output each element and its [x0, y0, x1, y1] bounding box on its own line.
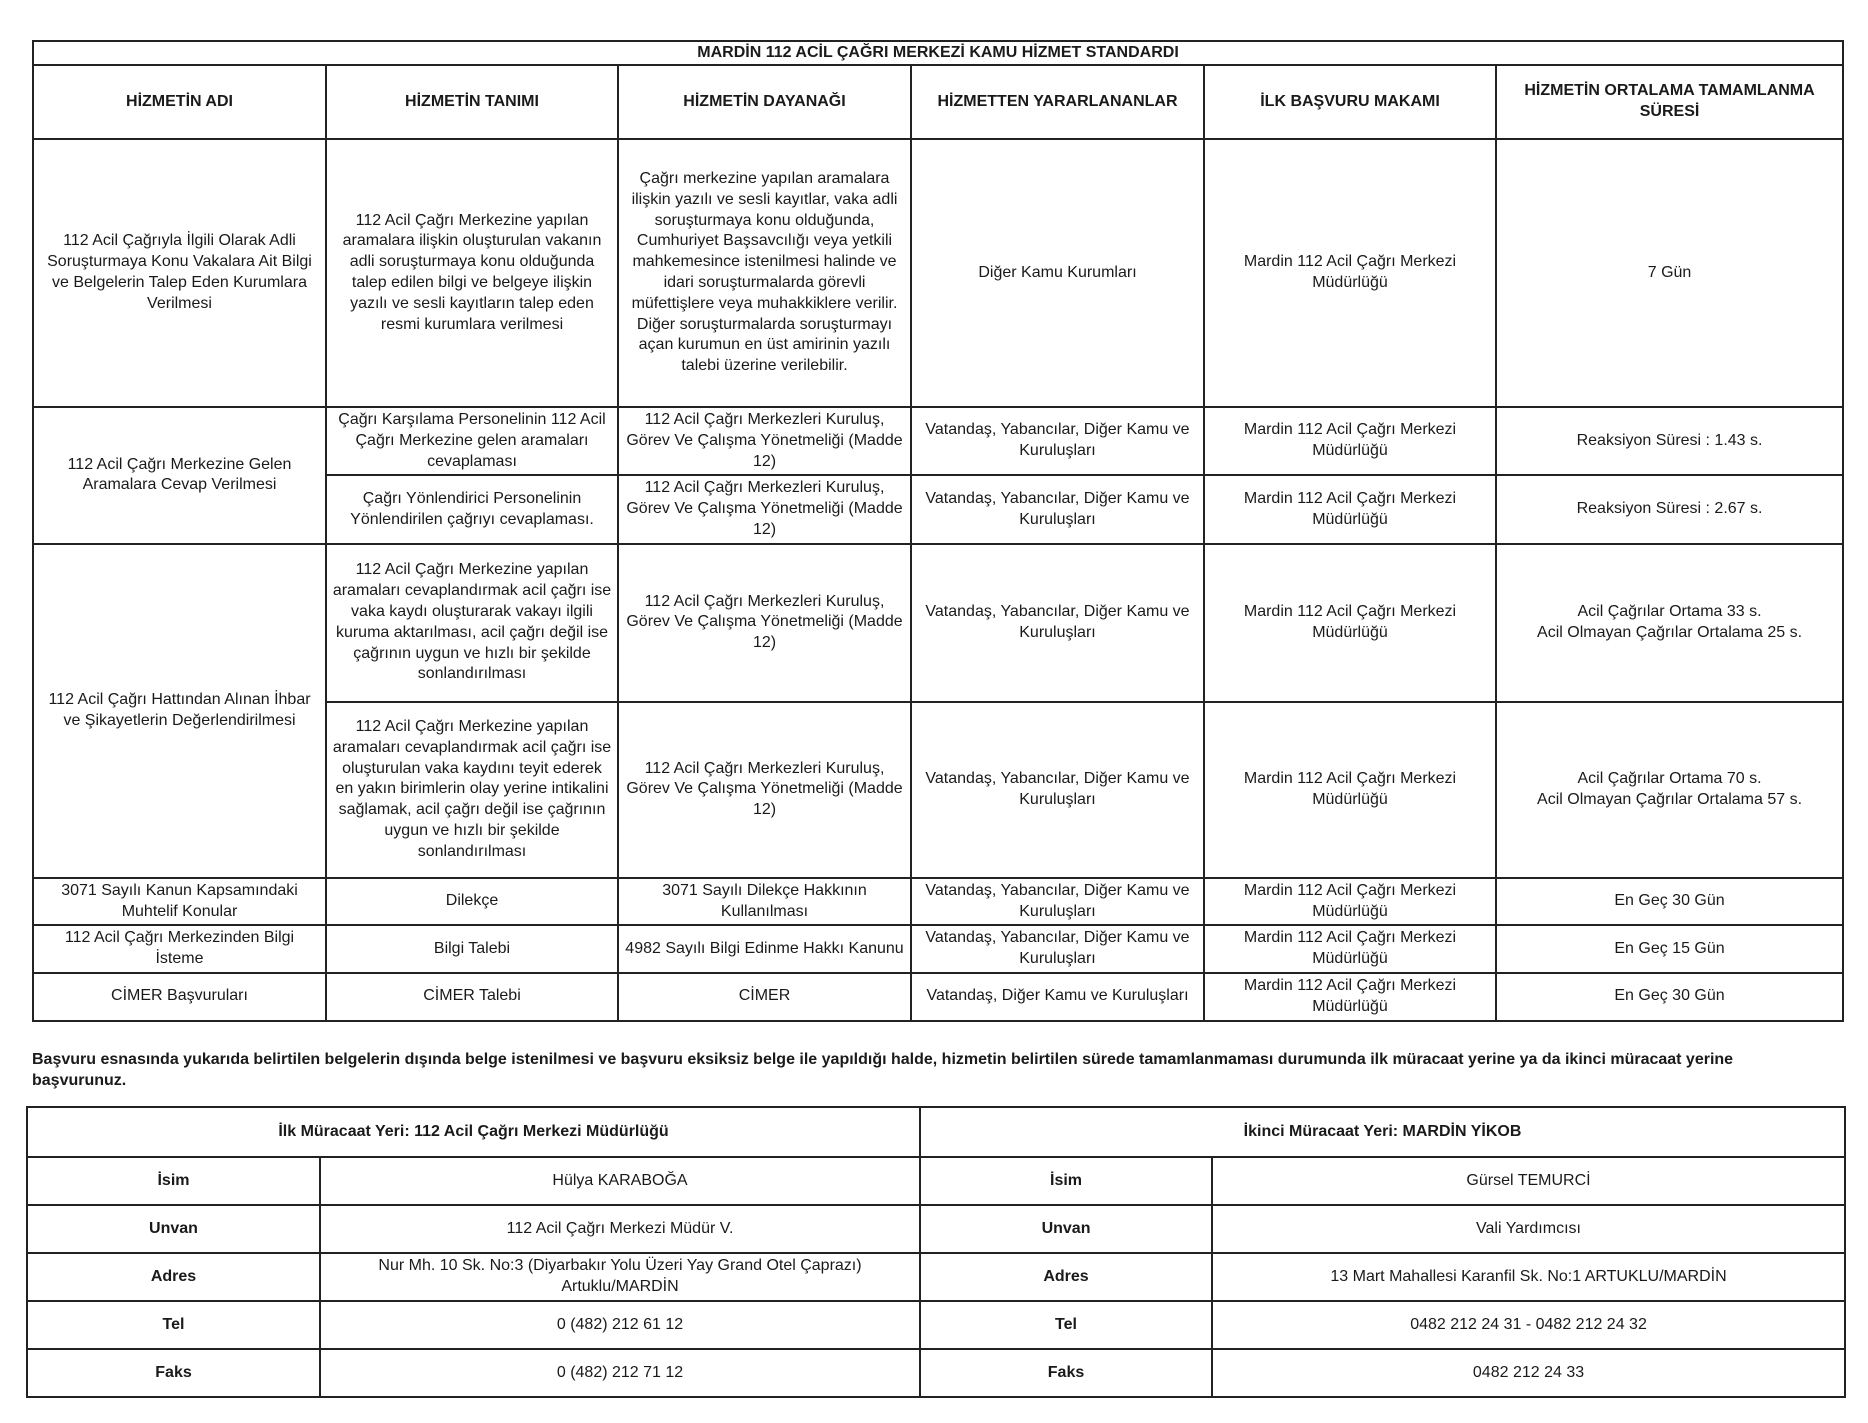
first-authority: Mardin 112 Acil Çağrı Merkezi Müdürlüğü — [1204, 702, 1496, 878]
second-contact-name: Gürsel TEMURCİ — [1212, 1157, 1845, 1205]
header-service-name: HİZMETİN ADI — [33, 65, 326, 139]
table-row — [33, 544, 1843, 702]
beneficiaries: Vatandaş, Yabancılar, Diğer Kamu ve Kuruluşları — [911, 475, 1204, 543]
second-contact-fax: 0482 212 24 33 — [1212, 1349, 1845, 1397]
first-contact-phone: 0 (482) 212 61 12 — [320, 1301, 920, 1349]
service-description: Çağrı Karşılama Personelinin 112 Acil Çağrı Merkezine gelen aramaları cevaplaması — [326, 407, 618, 475]
completion-time-non-emergency: Acil Olmayan Çağrılar Ortalama 25 s. — [1537, 623, 1803, 641]
table-row — [33, 407, 1843, 475]
service-name: 112 Acil Çağrı Merkezinden Bilgi İsteme — [33, 925, 326, 973]
first-contact-fax: 0 (482) 212 71 12 — [320, 1349, 920, 1397]
contact-row — [27, 1349, 1845, 1397]
beneficiaries: Diğer Kamu Kurumları — [911, 139, 1204, 407]
contact-row — [27, 1301, 1845, 1349]
service-description: Bilgi Talebi — [326, 925, 618, 973]
service-name: CİMER Başvuruları — [33, 973, 326, 1021]
table-row — [33, 973, 1843, 1021]
first-contact-title: 112 Acil Çağrı Merkezi Müdür V. — [320, 1205, 920, 1253]
service-basis: CİMER — [618, 973, 911, 1021]
table-row — [33, 925, 1843, 973]
table-row — [33, 139, 1843, 407]
header-completion-time: HİZMETİN ORTALAMA TAMAMLANMA SÜRESİ — [1496, 65, 1843, 139]
completion-time — [1496, 702, 1843, 878]
label-fax: Faks — [27, 1349, 320, 1397]
service-basis: Çağrı merkezine yapılan aramalara ilişkin yazılı ve sesli kayıtlar, vaka adli soruşturmaya konu olduğunda, Cumhuriyet Başsavcılığı veya yetkili mahkemesince istenilmesi halinde ve idari soruşturmalarda görevli müfettişlere veya muhakkiklere verilir. Diğer soruşturmalarda soruşturmayı açan kurumun en üst amirinin yazılı talebi üzerine verilebilir. — [618, 139, 911, 407]
completion-time: Reaksiyon Süresi : 2.67 s. — [1496, 475, 1843, 543]
header-service-basis: HİZMETİN DAYANAĞI — [618, 65, 911, 139]
label-fax: Faks — [920, 1349, 1212, 1397]
first-authority: Mardin 112 Acil Çağrı Merkezi Müdürlüğü — [1204, 544, 1496, 702]
completion-time: En Geç 30 Gün — [1496, 973, 1843, 1021]
first-authority: Mardin 112 Acil Çağrı Merkezi Müdürlüğü — [1204, 973, 1496, 1021]
second-application-place-title: İkinci Müracaat Yeri: MARDİN YİKOB — [920, 1107, 1845, 1157]
completion-time-non-emergency: Acil Olmayan Çağrılar Ortalama 57 s. — [1537, 790, 1803, 808]
first-contact-address: Nur Mh. 10 Sk. No:3 (Diyarbakır Yolu Üzeri Yay Grand Otel Çaprazı) Artuklu/MARDİN — [320, 1253, 920, 1301]
label-phone: Tel — [27, 1301, 320, 1349]
header-service-description: HİZMETİN TANIMI — [326, 65, 618, 139]
label-name: İsim — [920, 1157, 1212, 1205]
label-name: İsim — [27, 1157, 320, 1205]
service-description: 112 Acil Çağrı Merkezine yapılan aramalara ilişkin oluşturulan vakanın adli soruşturmaya konu olduğunda talep edilen bilgi ve belgeye ilişkin yazılı ve sesli kayıtların talep eden resmi kurumlara verilmesi — [326, 139, 618, 407]
beneficiaries: Vatandaş, Yabancılar, Diğer Kamu ve Kuruluşları — [911, 702, 1204, 878]
beneficiaries: Vatandaş, Yabancılar, Diğer Kamu ve Kuruluşları — [911, 544, 1204, 702]
table-row — [33, 878, 1843, 926]
service-basis: 112 Acil Çağrı Merkezleri Kuruluş, Görev Ve Çalışma Yönetmeliği (Madde 12) — [618, 702, 911, 878]
completion-time-emergency: Acil Çağrılar Ortama 70 s. — [1577, 769, 1762, 787]
second-contact-title: Vali Yardımcısı — [1212, 1205, 1845, 1253]
completion-time: Reaksiyon Süresi : 1.43 s. — [1496, 407, 1843, 475]
service-basis: 4982 Sayılı Bilgi Edinme Hakkı Kanunu — [618, 925, 911, 973]
completion-time: En Geç 15 Gün — [1496, 925, 1843, 973]
label-address: Adres — [920, 1253, 1212, 1301]
service-basis: 3071 Sayılı Dilekçe Hakkının Kullanılması — [618, 878, 911, 926]
label-address: Adres — [27, 1253, 320, 1301]
first-authority: Mardin 112 Acil Çağrı Merkezi Müdürlüğü — [1204, 925, 1496, 973]
first-authority: Mardin 112 Acil Çağrı Merkezi Müdürlüğü — [1204, 878, 1496, 926]
first-authority: Mardin 112 Acil Çağrı Merkezi Müdürlüğü — [1204, 407, 1496, 475]
completion-time-emergency: Acil Çağrılar Ortama 33 s. — [1577, 602, 1762, 620]
beneficiaries: Vatandaş, Yabancılar, Diğer Kamu ve Kuruluşları — [911, 925, 1204, 973]
service-basis: 112 Acil Çağrı Merkezleri Kuruluş, Görev Ve Çalışma Yönetmeliği (Madde 12) — [618, 544, 911, 702]
service-description: 112 Acil Çağrı Merkezine yapılan aramaları cevaplandırmak acil çağrı ise oluşturulan vaka kaydını teyit ederek en yakın birimlerin olay yerine intikalini sağlamak, acil çağrı değil ise çağrının uygun ve hızlı bir şekilde sonlandırılması — [326, 702, 618, 878]
second-contact-address: 13 Mart Mahallesi Karanfil Sk. No:1 ARTUKLU/MARDİN — [1212, 1253, 1845, 1301]
completion-time: 7 Gün — [1496, 139, 1843, 407]
first-authority: Mardin 112 Acil Çağrı Merkezi Müdürlüğü — [1204, 139, 1496, 407]
application-note: Başvuru esnasında yukarıda belirtilen belgelerin dışında belge istenilmesi ve başvuru eksiksiz belge ile yapıldığı halde, hizmetin belirtilen sürede tamamlanmaması durumunda ilk müracaat yerine ya da ikinci müracaat yerine başvurunuz. — [32, 1051, 1734, 1089]
label-phone: Tel — [920, 1301, 1212, 1349]
service-name: 112 Acil Çağrı Hattından Alınan İhbar ve Şikayetlerin Değerlendirilmesi — [33, 544, 326, 878]
service-description: Dilekçe — [326, 878, 618, 926]
completion-time: En Geç 30 Gün — [1496, 878, 1843, 926]
contact-row — [27, 1253, 1845, 1301]
first-authority: Mardin 112 Acil Çağrı Merkezi Müdürlüğü — [1204, 475, 1496, 543]
beneficiaries: Vatandaş, Yabancılar, Diğer Kamu ve Kuruluşları — [911, 407, 1204, 475]
label-title: Unvan — [920, 1205, 1212, 1253]
second-contact-phone: 0482 212 24 31 - 0482 212 24 32 — [1212, 1301, 1845, 1349]
header-first-authority: İLK BAŞVURU MAKAMI — [1204, 65, 1496, 139]
service-description: 112 Acil Çağrı Merkezine yapılan aramaları cevaplandırmak acil çağrı ise vaka kaydı oluşturarak vakayı ilgili kuruma aktarılması, acil çağrı değil ise çağrının uygun ve hızlı bir şekilde sonlandırılması — [326, 544, 618, 702]
contact-row — [27, 1157, 1845, 1205]
table-title: MARDİN 112 ACİL ÇAĞRI MERKEZİ KAMU HİZMET STANDARDI — [33, 41, 1843, 65]
first-contact-name: Hülya KARABOĞA — [320, 1157, 920, 1205]
service-description: CİMER Talebi — [326, 973, 618, 1021]
label-title: Unvan — [27, 1205, 320, 1253]
service-description: Çağrı Yönlendirici Personelinin Yönlendirilen çağrıyı cevaplaması. — [326, 475, 618, 543]
contact-table — [26, 1106, 1846, 1398]
service-standard-table — [32, 40, 1844, 1022]
service-basis: 112 Acil Çağrı Merkezleri Kuruluş, Görev Ve Çalışma Yönetmeliği (Madde 12) — [618, 475, 911, 543]
service-basis: 112 Acil Çağrı Merkezleri Kuruluş, Görev Ve Çalışma Yönetmeliği (Madde 12) — [618, 407, 911, 475]
contact-row — [27, 1205, 1845, 1253]
service-name: 3071 Sayılı Kanun Kapsamındaki Muhtelif Konular — [33, 878, 326, 926]
beneficiaries: Vatandaş, Diğer Kamu ve Kuruluşları — [911, 973, 1204, 1021]
service-name: 112 Acil Çağrıyla İlgili Olarak Adli Soruşturmaya Konu Vakalara Ait Bilgi ve Belgelerin Talep Eden Kurumlara Verilmesi — [33, 139, 326, 407]
header-beneficiaries: HİZMETTEN YARARLANANLAR — [911, 65, 1204, 139]
beneficiaries: Vatandaş, Yabancılar, Diğer Kamu ve Kuruluşları — [911, 878, 1204, 926]
service-name: 112 Acil Çağrı Merkezine Gelen Aramalara Cevap Verilmesi — [33, 407, 326, 544]
first-application-place-title: İlk Müracaat Yeri: 112 Acil Çağrı Merkezi Müdürlüğü — [27, 1107, 920, 1157]
completion-time — [1496, 544, 1843, 702]
